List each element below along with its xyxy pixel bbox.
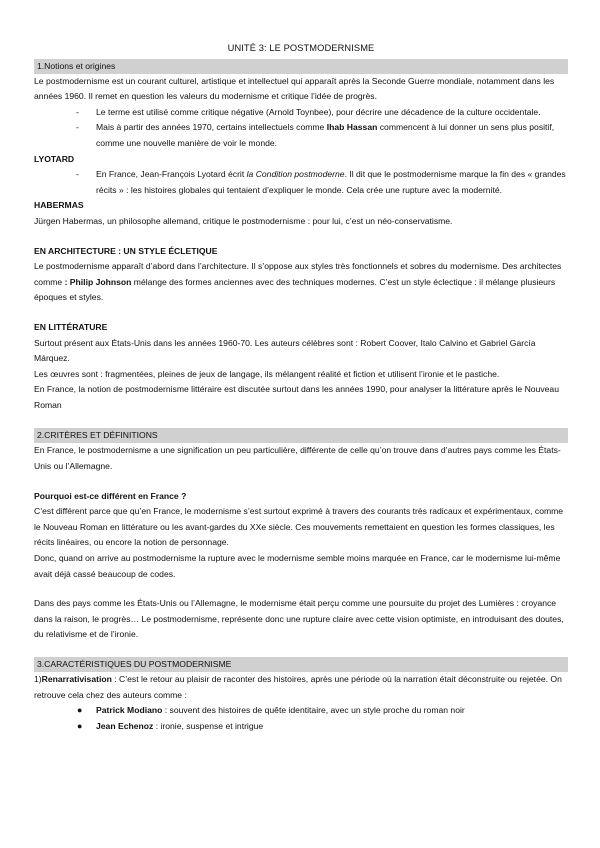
list-item-text: commencent à lui donner un sens plus positif, comme une nouvelle manière de voir le monde. [96, 122, 555, 148]
book-title: la Condition postmoderne [246, 169, 345, 180]
paragraph-architecture [34, 259, 568, 306]
paragraph-text: mélange des formes anciennes avec des techniques modernes. C’est un style éclectique : il mélange plusieurs époques et styles. [34, 276, 556, 303]
section-heading-criteres: 2.CRITÈRES ET DÉFINITIONS [34, 428, 568, 443]
list-item [34, 719, 568, 735]
section-heading-caracteristiques: 3.CARACTÉRISTIQUES DU POSTMODERNISME [34, 657, 568, 672]
paragraph-text: : C’est le retour au plaisir de raconter des histoires, après une période où la narration était déconstruite ou rejetée. On retrouve cela chez des auteurs comme : [34, 674, 562, 700]
paragraph-text: 1) [34, 674, 42, 684]
author-name: Jean Echenoz [96, 720, 154, 731]
author-name: Patrick Modiano [96, 705, 163, 716]
name-ihab-hassan: Ihab Hassan [326, 122, 378, 133]
paragraph-litterature-1: Surtout présent aux États-Unis dans les années 1960-70. Les auteurs célèbres sont : Robert Coover, Italo Calvino et Gabriel García Márquez. [34, 337, 536, 364]
list-item-text: : ironie, suspense et intrigue [153, 720, 264, 731]
spacer [34, 475, 568, 489]
dash-marker: - [76, 122, 79, 133]
list-item [34, 167, 568, 198]
subheading-lyotard: LYOTARD [34, 153, 75, 164]
name-philip-johnson: : Philip Johnson [64, 276, 132, 287]
list-item-text: : souvent des histoires de quête identitaire, avec un style proche du roman noir [162, 705, 465, 716]
subheading-architecture: EN ARCHITECTURE : UN STYLE ÉCLETIQUE [34, 245, 218, 256]
page-title: UNITÉ 3: LE POSTMODERNISME [227, 43, 375, 53]
spacer [34, 582, 568, 596]
paragraph-intro: Le postmodernisme est un courant culturel, artistique et intellectuel qui apparaît après la Seconde Guerre mondiale, notamment dans les années 1960. Il remet en question les valeurs du modernisme et critique l’idée de progrès. [34, 75, 555, 102]
spacer [34, 413, 568, 428]
paragraph-renarrativisation [34, 672, 568, 703]
paragraph-criteres-1: En France, le postmodernisme a une signification un peu particulière, différente de celle qu’on trouve dans d’autres pays comme les États-Unis ou l’Allemagne. [34, 445, 561, 472]
bullet-marker: ● [77, 720, 83, 731]
paragraph-text: Le postmodernisme apparaît d’abord dans l’architecture. Il s’oppose aux styles très fonctionnels et sobres du modernisme. Des architectes comme [34, 261, 562, 287]
dash-marker: - [76, 106, 79, 117]
paragraph-litterature-2: Les œuvres sont : fragmentées, pleines de jeux de langage, ils mélangent réalité et fiction et utilisent l’ironie et le pastiche. [34, 368, 500, 379]
paragraph-criteres-3: Donc, quand on arrive au postmodernisme la rupture avec le modernisme semble moins marquée en France, car le modernisme lui-même avait déjà cassé beaucoup de codes. [34, 553, 561, 579]
question-heading: Pourquoi est-ce différent en France ? [34, 490, 187, 501]
paragraph-litterature-3: En France, la notion de postmodernisme littéraire est discutée surtout dans les années 1990, pour analyser la littérature après le Nouveau Roman [34, 384, 559, 410]
document-content [34, 41, 568, 734]
list-item-text: Mais à partir des années 1970, certains intellectuels comme [96, 122, 327, 133]
spacer [34, 643, 568, 657]
list-item-text: . Il dit que le postmodernisme marque la fin des « grandes récits » : les histoires globales qui tentaient d’expliquer le monde. Cela crée une rupture avec la modernité. [96, 169, 566, 195]
term-renarrativisation: Renarrativisation [41, 674, 112, 684]
subheading-litterature: EN LITTÉRATURE [34, 321, 108, 332]
list-item-text: En France, Jean-François Lyotard écrit [96, 169, 247, 180]
bullet-marker: ● [77, 705, 83, 716]
paragraph-criteres-2: C’est différent parce que qu’en France, le modernisme s’est surtout exprimé à travers des courants très radicaux et expérimentaux, comme le Nouveau Roman en littérature ou les avant-gardes du XXe siècle. Ces mouvements remettaient en question les formes classiques, les récits linéaires, ou encore la notion de personnage. [34, 506, 564, 548]
list-item [34, 703, 568, 719]
dash-marker: - [76, 169, 79, 180]
subheading-habermas: HABERMAS [34, 200, 84, 211]
list-item [34, 105, 568, 121]
paragraph-habermas: Jürgen Habermas, un philosophe allemand, critique le postmodernisme : pour lui, c’est un néo-conservatisme. [34, 215, 453, 226]
spacer [34, 230, 568, 244]
paragraph-criteres-4: Dans des pays comme les États-Unis ou l’Allemagne, le modernisme était perçu comme une poursuite du projet des Lumières : croyance dans la raison, le progrès… Le postmodernisme, représente donc une rupture claire avec cette vision optimiste, en introduisant des doutes, du relativisme et de l’ironie. [34, 598, 564, 640]
section-heading-notions: 1.Notions et origines [34, 59, 568, 74]
spacer [34, 306, 568, 320]
list-item-text: Le terme est utilisé comme critique négative (Arnold Toynbee), pour décrire une décadence de la culture occidentale. [96, 106, 541, 117]
list-item [34, 120, 568, 151]
